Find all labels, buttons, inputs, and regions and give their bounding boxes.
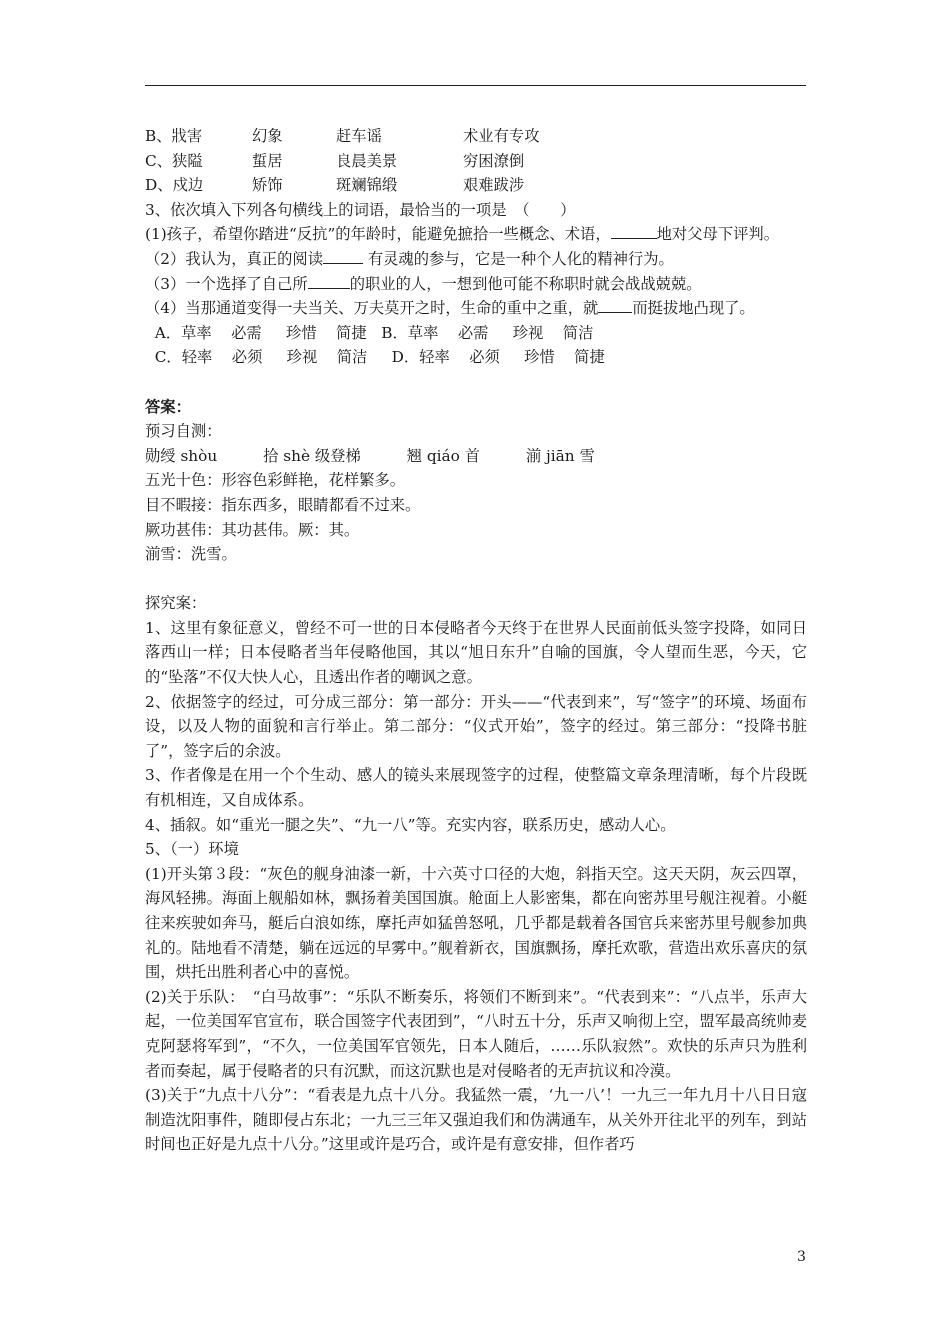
option-c-word2: 蜇居 [252, 151, 283, 170]
question3-sentence2: （2）我认为，真正的阅读 有灵魂的参与，它是一种个人化的精神行为。 [145, 247, 807, 272]
definition-2: 目不暇接：指东西多，眼睛都看不过来。 [145, 495, 421, 514]
answer-paragraph-8: (3)关于“九点十八分”：“看表是九点十八分。我猛然一震，‘九一八’！一九三一年九月十八日日寇制造沈阳事件，随即侵占东北；一九三三年又强迫我们和伪满通车，从关外开往北平的列车，到站时间也正好是九点十八分。”这里或许是巧合，或许是有意安排，但作者巧 [145, 1086, 807, 1154]
page-number: 3 [797, 1249, 806, 1265]
blank-4 [598, 296, 632, 313]
blank-2 [323, 247, 363, 264]
option-c-word3: 良晨美景 [336, 151, 398, 170]
question3-sentence1: (1)孩子，希望你踏进“反抗”的年龄时，能避免摭拾一些概念、术语， 地对父母下评判。 [145, 222, 807, 247]
answer-paragraph-2: 2、依据签字的经过，可分成三部分：第一部分：开头——“代表到来”，写“签字”的环境、场面布设，以及人物的面貌和言行举止。第二部分：“仪式开始”，签字的经过。第三部分：“投降书脏了”，签字后的余波。 [145, 692, 807, 760]
option-d-word4: 艰难跋涉 [463, 176, 525, 195]
option-d-word2: 矫饰 [252, 176, 283, 195]
answer-paragraph-1: 1、这里有象征意义，曾经不可一世的日本侵略者今天终于在世界人民面前低头签字投降，如同日落西山一样；日本侵略者当年侵略他国，其以“旭日东升”自喻的国旗，令人望而生恶，今天，它的“坠落”不仅大快人心，且透出作者的嘲讽之意。 [145, 618, 807, 687]
option-d-word3: 斑斓锦缎 [336, 176, 398, 195]
option-b-word3: 赶车谣 [336, 127, 382, 145]
page-content [145, 124, 807, 1157]
option-b-word1: B、戕害 [145, 127, 203, 145]
question3-sentence4: （4）当那通道变得一夫当关、万夫莫开之时，生命的重中之重，就 而挺拔地凸现了。 [145, 296, 807, 321]
option-row-c [145, 149, 807, 174]
question3-stem: 3、依次填入下列各句横线上的词语，最恰当的一项是 （ ） [145, 200, 576, 219]
answer-paragraph-5: 5、（一）环境 [145, 840, 239, 859]
definition-1: 五光十色：形容色彩鲜艳，花样繁多。 [145, 471, 406, 490]
header-rule [145, 85, 806, 86]
question3-options-cd: C．轻率 必须 珍视 简洁 D．轻率 必须 珍惜 简捷 [145, 348, 605, 367]
option-d-word1: D、戍边 [145, 176, 204, 195]
question3-sentence3: （3）一个选择了自己所 的职业的人，一想到他可能不称职时就会战战兢兢。 [145, 272, 807, 297]
option-c-word4: 穷困潦倒 [463, 151, 525, 170]
option-b-word2: 幻象 [252, 127, 283, 145]
option-b-word4: 术业有专攻 [463, 127, 540, 145]
blank-3 [308, 272, 350, 289]
option-row-b [145, 124, 807, 149]
definition-4: 湔雪：洗雪。 [145, 545, 237, 564]
preview-title: 预习自测： [145, 422, 222, 441]
answer-paragraph-3: 3、作者像是在用一个个生动、感人的镜头来展现签字的过程，使整篇文章条理清晰，每个片段既有机相连，又自成体系。 [145, 766, 807, 810]
answer-paragraph-4: 4、插叙。如“重光一腿之失”、“九一八”等。充实内容，联系历史，感动人心。 [145, 815, 676, 834]
answers-title: 答案： [145, 397, 191, 416]
explore-title: 探究案： [145, 594, 207, 613]
answer-paragraph-6: (1)开头第３段：“灰色的舰身油漆一新，十六英寸口径的大炮，斜指天空。这天天阴，灰云四罩，海风轻拂。海面上舰船如林，飘扬着美国国旗。舱面上人影密集，都在向密苏里号舰注视着。小艇往来疾驶如奔马，艇后白浪如练，摩托声如猛兽怒吼，几乎都是载着各国官兵来密苏里号舰参加典礼的。陆地看不清楚，躺在远远的早雾中。”舰着新衣，国旗飘扬，摩托欢歌，营造出欢乐喜庆的氛围，烘托出胜利者心中的喜悦。 [145, 864, 807, 982]
blank-1 [611, 222, 657, 239]
option-row-d [145, 173, 807, 198]
pinyin-line: 勋绶 shòu 拾 shè 级登梯 翘 qiáo 首 湔 jiān 雪 [145, 446, 595, 465]
question3-options-ab: A．草率 必需 珍惜 简捷 B．草率 必需 珍视 简洁 [145, 323, 594, 342]
option-c-word1: C、狭隘 [145, 151, 203, 170]
definition-3: 厥功甚伟：其功甚伟。厥：其。 [145, 520, 360, 539]
answer-paragraph-7: (2)关于乐队： “白马故事”：“乐队不断奏乐，将领们不断到来”。“代表到来”：“八点半，乐声大起，一位美国军官宣布，联合国签字代表团到”，“八时五十分，乐声又响彻上空，盟军最高统帅麦克阿瑟将军到”，“不久，一位美国军官领先，日本人随后，……乐队寂然”。欢快的乐声只为胜利者而奏起，属于侵略者的只有沉默，而这沉默也是对侵略者的无声抗议和冷漠。 [145, 987, 807, 1080]
